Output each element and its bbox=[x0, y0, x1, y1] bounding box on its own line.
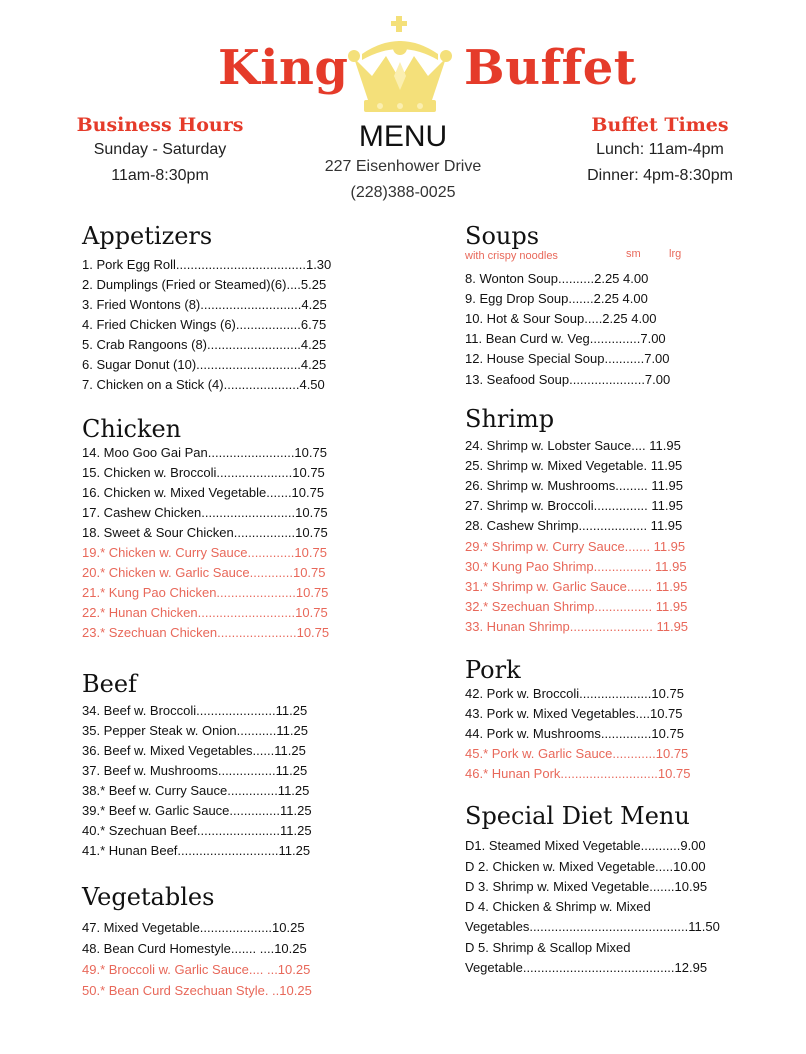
menu-item: 35. Pepper Steak w. Onion...........11.25 bbox=[82, 723, 308, 738]
menu-item-spicy: 50.* Bean Curd Szechuan Style. ..10.25 bbox=[82, 983, 312, 998]
menu-item-spicy: 33. Hunan Shrimp....................... 11.95 bbox=[465, 619, 689, 634]
menu-item: 16. Chicken w. Mixed Vegetable.......10.75 bbox=[82, 485, 325, 500]
menu-item-spicy: 49.* Broccoli w. Garlic Sauce.... ...10.25 bbox=[82, 962, 311, 977]
menu-item: 25. Shrimp w. Mixed Vegetable. 11.95 bbox=[465, 458, 683, 473]
menu-item: 15. Chicken w. Broccoli.....................10.75 bbox=[82, 465, 325, 480]
appetizers-title: Appetizers bbox=[82, 222, 213, 250]
chicken-title: Chicken bbox=[82, 415, 182, 443]
menu-item-spicy: 20.* Chicken w. Garlic Sauce............10.75 bbox=[82, 565, 326, 580]
menu-item: 2. Dumplings (Fried or Steamed)(6)....5.25 bbox=[82, 277, 327, 292]
buffet-lunch: Lunch: 11am-4pm bbox=[596, 141, 724, 158]
special-diet-title: Special Diet Menu bbox=[465, 802, 690, 830]
beef-title: Beef bbox=[82, 670, 137, 698]
menu-item-spicy: 46.* Hunan Pork...........................10.75 bbox=[465, 766, 691, 781]
brand-king: King bbox=[218, 40, 349, 96]
menu-item: 44. Pork w. Mushrooms..............10.75 bbox=[465, 726, 684, 741]
menu-item: 3. Fried Wontons (8)............................4.25 bbox=[82, 297, 327, 312]
menu-item: 24. Shrimp w. Lobster Sauce.... 11.95 bbox=[465, 438, 681, 453]
business-hours-time: 11am-8:30pm bbox=[111, 167, 209, 184]
menu-item: 37. Beef w. Mushrooms................11.25 bbox=[82, 763, 308, 778]
menu-item: 11. Bean Curd w. Veg..............7.00 bbox=[465, 331, 666, 346]
menu-item: 34. Beef w. Broccoli......................11.25 bbox=[82, 703, 308, 718]
buffet-dinner: Dinner: 4pm-8:30pm bbox=[587, 167, 733, 184]
soups-title: Soups bbox=[465, 222, 540, 250]
menu-item: 13. Seafood Soup.....................7.00 bbox=[465, 372, 671, 387]
menu-item-spicy: 31.* Shrimp w. Garlic Sauce....... 11.95 bbox=[465, 579, 688, 594]
menu-item: 1. Pork Egg Roll....................................1.30 bbox=[82, 257, 332, 272]
menu-item: 6. Sugar Donut (10).............................4.25 bbox=[82, 357, 327, 372]
menu-item-spicy: 45.* Pork w. Garlic Sauce............10.75 bbox=[465, 746, 689, 761]
menu-item-spicy: 23.* Szechuan Chicken......................10.75 bbox=[82, 625, 330, 640]
menu-item: D 3. Shrimp w. Mixed Vegetable.......10.95 bbox=[465, 879, 708, 894]
menu-item-spicy: 21.* Kung Pao Chicken......................10.75 bbox=[82, 585, 329, 600]
menu-item: 38.* Beef w. Curry Sauce..............11.25 bbox=[82, 783, 310, 798]
menu-item: 36. Beef w. Mixed Vegetables......11.25 bbox=[82, 743, 306, 758]
brand-buffet: Buffet bbox=[464, 40, 637, 96]
menu-item: 4. Fried Chicken Wings (6)..................6.75 bbox=[82, 317, 327, 332]
phone: (228)388-0025 bbox=[350, 184, 456, 201]
menu-item-spicy: 30.* Kung Pao Shrimp................ 11.95 bbox=[465, 559, 687, 574]
soups-col-sm: sm bbox=[626, 248, 641, 260]
buffet-times-title: Buffet Times bbox=[591, 114, 729, 136]
menu-item: Vegetables............................................11.50 bbox=[465, 919, 720, 934]
menu-item-spicy: 29.* Shrimp w. Curry Sauce....... 11.95 bbox=[465, 539, 686, 554]
menu-item: 5. Crab Rangoons (8)..........................4.25 bbox=[82, 337, 327, 352]
menu-title: MENU bbox=[358, 120, 448, 153]
menu-item: 47. Mixed Vegetable....................10.25 bbox=[82, 920, 305, 935]
crown-icon bbox=[340, 14, 460, 118]
pork-title: Pork bbox=[465, 656, 521, 684]
menu-item: 39.* Beef w. Garlic Sauce..............11.25 bbox=[82, 803, 312, 818]
menu-item: D1. Steamed Mixed Vegetable...........9.00 bbox=[465, 838, 706, 853]
menu-item: D 2. Chicken w. Mixed Vegetable.....10.00 bbox=[465, 859, 706, 874]
menu-item: 42. Pork w. Broccoli....................10.75 bbox=[465, 686, 684, 701]
menu-item: 12. House Special Soup...........7.00 bbox=[465, 351, 670, 366]
menu-item: D 4. Chicken & Shrimp w. Mixed bbox=[465, 899, 651, 914]
menu-item: 28. Cashew Shrimp................... 11.95 bbox=[465, 518, 683, 533]
menu-item-spicy: 22.* Hunan Chicken...........................10.75 bbox=[82, 605, 328, 620]
menu-item: 17. Cashew Chicken..........................10.75 bbox=[82, 505, 328, 520]
menu-item: 18. Sweet & Sour Chicken.................10.75 bbox=[82, 525, 328, 540]
menu-item: 48. Bean Curd Homestyle....... ....10.25 bbox=[82, 941, 307, 956]
menu-item-spicy: 19.* Chicken w. Curry Sauce.............10.75 bbox=[82, 545, 327, 560]
menu-item: 26. Shrimp w. Mushrooms......... 11.95 bbox=[465, 478, 683, 493]
menu-item: D 5. Shrimp & Scallop Mixed bbox=[465, 940, 631, 955]
business-hours-days: Sunday - Saturday bbox=[93, 141, 227, 158]
vegetables-title: Vegetables bbox=[82, 883, 215, 911]
menu-item: 40.* Szechuan Beef.......................11.25 bbox=[82, 823, 312, 838]
menu-item: 41.* Hunan Beef............................11.25 bbox=[82, 843, 311, 858]
menu-item: 8. Wonton Soup..........2.25 4.00 bbox=[465, 271, 649, 286]
menu-item: Vegetable..........................................12.95 bbox=[465, 960, 708, 975]
menu-item: 14. Moo Goo Gai Pan........................10.75 bbox=[82, 445, 327, 460]
menu-item-spicy: 32.* Szechuan Shrimp................ 11.95 bbox=[465, 599, 688, 614]
address: 227 Eisenhower Drive bbox=[324, 158, 482, 175]
menu-item: 10. Hot & Sour Soup.....2.25 4.00 bbox=[465, 311, 657, 326]
soups-col-lrg: lrg bbox=[669, 248, 682, 260]
menu-item: 27. Shrimp w. Broccoli............... 11.95 bbox=[465, 498, 683, 513]
menu-item: 7. Chicken on a Stick (4).....................4.50 bbox=[82, 377, 325, 392]
business-hours-title: Business Hours bbox=[76, 114, 244, 136]
menu-item: 9. Egg Drop Soup.......2.25 4.00 bbox=[465, 291, 648, 306]
soups-subtitle: with crispy noodles bbox=[465, 250, 558, 262]
menu-item: 43. Pork w. Mixed Vegetables....10.75 bbox=[465, 706, 683, 721]
shrimp-title: Shrimp bbox=[465, 405, 555, 433]
